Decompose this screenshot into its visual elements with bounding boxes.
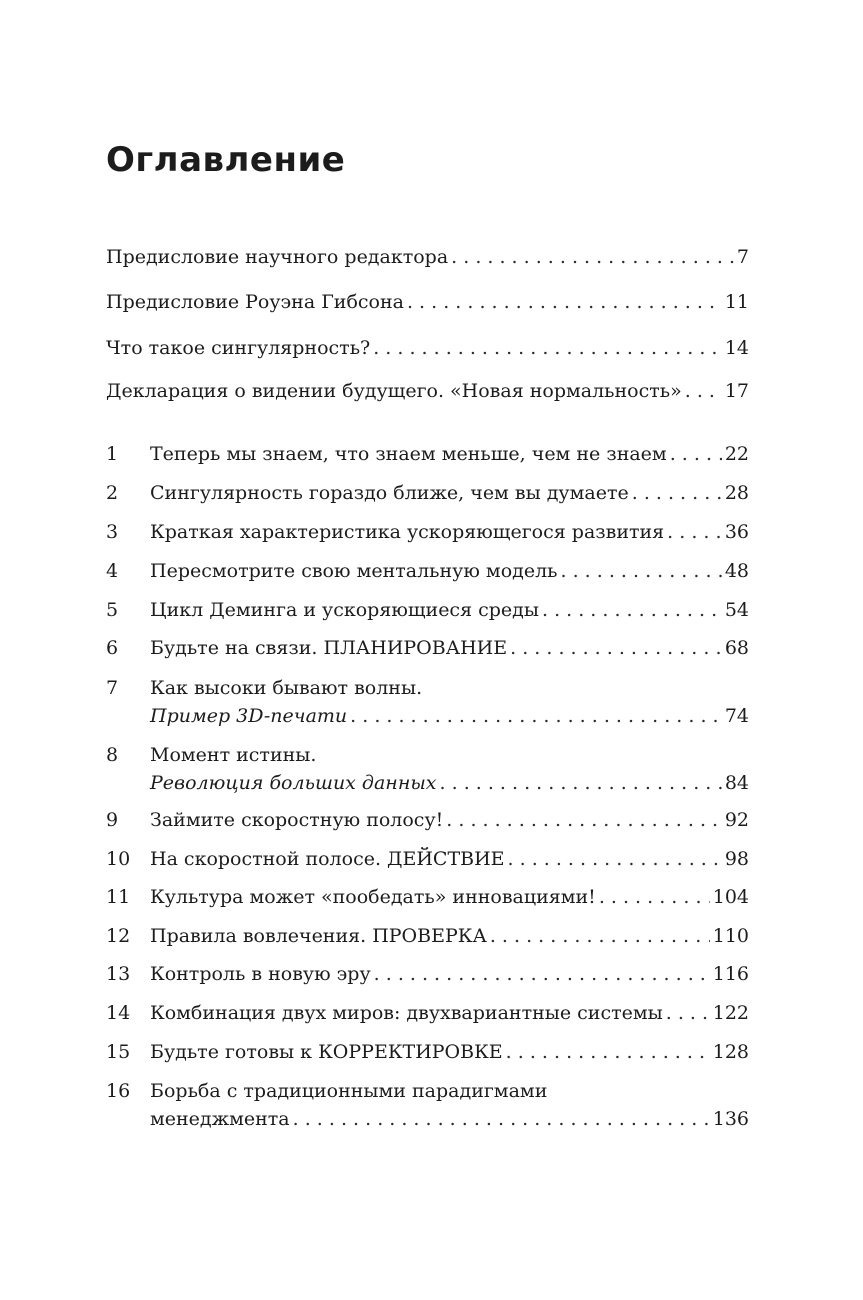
- chapter-number: 11: [106, 886, 131, 908]
- toc-entry-label: Правила вовлечения. ПРОВЕРКА: [150, 925, 487, 947]
- toc-page-number: 92: [724, 809, 749, 831]
- toc-row: [106, 334, 749, 362]
- toc-page-number: 54: [724, 599, 749, 621]
- toc-row: [106, 596, 749, 624]
- toc-page-number: 14: [724, 337, 749, 359]
- toc-row: [106, 883, 749, 911]
- toc-chapter-entry[interactable]: [106, 999, 749, 1027]
- toc-row: [106, 1077, 749, 1105]
- toc-row: [106, 674, 749, 702]
- toc-entry-label: Декларация о видении будущего. «Новая нормальность»: [106, 380, 682, 402]
- dot-leader: [451, 243, 734, 271]
- dot-leader: [506, 1038, 710, 1066]
- toc-entry-label: Что такое сингулярность?: [106, 337, 371, 359]
- dot-leader: [685, 377, 722, 405]
- dot-leader: [542, 596, 722, 624]
- dot-leader: [510, 634, 722, 662]
- dot-leader: [666, 999, 710, 1027]
- toc-entry-label: Момент истины.: [150, 744, 317, 766]
- toc-page-number: 104: [712, 886, 749, 908]
- toc-page-number: 48: [724, 560, 749, 582]
- toc-chapter-entry[interactable]: [106, 845, 749, 873]
- toc-row: [106, 702, 749, 730]
- dot-leader: [373, 334, 722, 362]
- toc-entry-label: Предисловие научного редактора: [106, 246, 449, 268]
- toc-page-number: 128: [712, 1041, 749, 1063]
- chapter-number: 1: [106, 443, 119, 465]
- toc-chapter-entry[interactable]: [106, 596, 749, 624]
- toc-page-number: 7: [736, 246, 749, 268]
- dot-leader: [667, 518, 722, 546]
- toc-front-entry[interactable]: [106, 243, 749, 271]
- toc-chapter-entry[interactable]: [106, 674, 749, 730]
- toc-page-number: 36: [724, 521, 749, 543]
- toc-row: [106, 922, 749, 950]
- dot-leader: [440, 769, 722, 797]
- toc-row: [106, 960, 749, 988]
- toc-entry-label: Комбинация двух миров: двухвариантные системы: [150, 1002, 663, 1024]
- dot-leader: [599, 883, 710, 911]
- toc-page-number: 84: [724, 772, 749, 794]
- chapter-number: 3: [106, 521, 119, 543]
- toc-chapter-entry[interactable]: [106, 741, 749, 797]
- toc-row: [106, 1038, 749, 1066]
- toc-page-number: 116: [712, 963, 749, 985]
- toc-front-entry[interactable]: [106, 288, 749, 316]
- toc-chapter-entry[interactable]: [106, 557, 749, 585]
- toc-chapter-entry[interactable]: [106, 634, 749, 662]
- dot-leader: [374, 960, 710, 988]
- toc-chapter-entry[interactable]: [106, 960, 749, 988]
- dot-leader: [350, 702, 722, 730]
- toc-front-entry[interactable]: [106, 334, 749, 362]
- toc-row: [106, 806, 749, 834]
- dot-leader: [508, 845, 722, 873]
- dot-leader: [632, 479, 722, 507]
- toc-chapter-entry[interactable]: [106, 479, 749, 507]
- chapter-number: 12: [106, 925, 131, 947]
- toc-entry-label: Теперь мы знаем, что знаем меньше, чем не знаем: [150, 443, 667, 465]
- chapter-number: 15: [106, 1041, 131, 1063]
- toc-row: [106, 479, 749, 507]
- toc-entry-subtitle: менеджмента: [150, 1108, 290, 1130]
- toc-chapter-entry[interactable]: [106, 806, 749, 834]
- toc-row: [106, 741, 749, 769]
- dot-leader: [670, 440, 722, 468]
- chapter-number: 9: [106, 809, 119, 831]
- toc-entry-label: Пересмотрите свою ментальную модель: [150, 560, 558, 582]
- toc-entry-subtitle: Революция больших данных: [150, 772, 437, 794]
- toc-page-number: 74: [724, 705, 749, 727]
- chapter-number: 7: [106, 677, 119, 699]
- chapter-number: 2: [106, 482, 119, 504]
- toc-entry-label: Предисловие Роуэна Гибсона: [106, 291, 404, 313]
- toc-chapter-entry[interactable]: [106, 883, 749, 911]
- toc-entry-label: Контроль в новую эру: [150, 963, 371, 985]
- toc-front-entry[interactable]: [106, 377, 749, 405]
- toc-row: [106, 769, 749, 797]
- toc-entry-subtitle: Пример 3D-печати: [150, 705, 348, 727]
- toc-row: [106, 377, 749, 405]
- toc-chapter-entry[interactable]: [106, 922, 749, 950]
- chapter-number: 4: [106, 560, 119, 582]
- toc-entry-label: Сингулярность гораздо ближе, чем вы думаете: [150, 482, 629, 504]
- toc-page-number: 11: [724, 291, 749, 313]
- toc-page-number: 136: [712, 1108, 749, 1130]
- toc-row: [106, 1105, 749, 1133]
- toc-row: [106, 999, 749, 1027]
- dot-leader: [490, 922, 710, 950]
- toc-page-number: 110: [712, 925, 749, 947]
- chapter-number: 5: [106, 599, 119, 621]
- page-title: Оглавление: [106, 140, 346, 180]
- toc-entry-label: Будьте готовы к КОРРЕКТИРОВКЕ: [150, 1041, 503, 1063]
- toc-entry-label: Краткая характеристика ускоряющегося развития: [150, 521, 665, 543]
- toc-page-number: 22: [724, 443, 749, 465]
- chapter-number: 16: [106, 1080, 131, 1102]
- toc-chapter-entry[interactable]: [106, 1038, 749, 1066]
- toc-chapter-entry[interactable]: [106, 518, 749, 546]
- chapter-number: 10: [106, 848, 131, 870]
- toc-row: [106, 243, 749, 271]
- toc-page-number: 68: [724, 637, 749, 659]
- chapter-number: 14: [106, 1002, 131, 1024]
- toc-chapter-entry[interactable]: [106, 1077, 749, 1133]
- toc-entry-label: Будьте на связи. ПЛАНИРОВАНИЕ: [150, 637, 508, 659]
- toc-entry-label: Культура может «пообедать» инновациями!: [150, 886, 596, 908]
- toc-page-number: 17: [724, 380, 749, 402]
- toc-entry-label: Как высоки бывают волны.: [150, 677, 423, 699]
- toc-row: [106, 288, 749, 316]
- toc-row: [106, 440, 749, 468]
- chapter-number: 8: [106, 744, 119, 766]
- chapter-number: 13: [106, 963, 131, 985]
- toc-chapter-entry[interactable]: [106, 440, 749, 468]
- toc-row: [106, 634, 749, 662]
- dot-leader: [293, 1105, 710, 1133]
- toc-row: [106, 557, 749, 585]
- dot-leader: [446, 806, 722, 834]
- toc-page-number: 28: [724, 482, 749, 504]
- toc-page-number: 122: [712, 1002, 749, 1024]
- dot-leader: [561, 557, 722, 585]
- toc-entry-label: Займите скоростную полосу!: [150, 809, 444, 831]
- toc-page-number: 98: [724, 848, 749, 870]
- toc-entry-label: На скоростной полосе. ДЕЙСТВИЕ: [150, 848, 505, 870]
- toc-entry-label: Борьба с традиционными парадигмами: [150, 1080, 548, 1102]
- dot-leader: [407, 288, 722, 316]
- chapter-number: 6: [106, 637, 119, 659]
- toc-row: [106, 518, 749, 546]
- toc-entry-label: Цикл Деминга и ускоряющиеся среды: [150, 599, 539, 621]
- toc-row: [106, 845, 749, 873]
